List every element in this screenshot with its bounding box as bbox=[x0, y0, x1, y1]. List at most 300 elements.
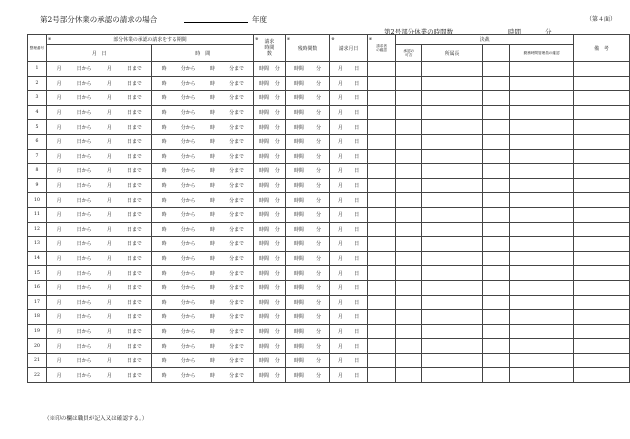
date-range-cell[interactable]: 月 日から 月 日まで bbox=[46, 62, 152, 77]
date-range-cell[interactable]: 月 日から 月 日まで bbox=[46, 178, 152, 193]
remaining-hours-cell[interactable]: 時間 分 bbox=[285, 62, 329, 77]
remaining-hours-cell[interactable]: 時間 分 bbox=[285, 105, 329, 120]
remarks-cell[interactable] bbox=[573, 251, 629, 266]
time-range-cell[interactable]: 時 分から 時 分まで bbox=[152, 222, 254, 237]
remarks-cell[interactable] bbox=[573, 105, 629, 120]
row-number: 3 bbox=[28, 91, 47, 106]
table-row bbox=[28, 353, 630, 368]
remaining-hours-cell[interactable]: 時間 分 bbox=[285, 324, 329, 339]
row-number: 17 bbox=[28, 295, 47, 310]
requested-hours-cell[interactable]: 時間 分 bbox=[254, 207, 286, 222]
section-chief-cell[interactable] bbox=[422, 178, 483, 193]
confirmer-cell[interactable] bbox=[367, 339, 396, 354]
request-table bbox=[27, 34, 630, 383]
remarks-cell[interactable] bbox=[573, 222, 629, 237]
section-chief-cell[interactable] bbox=[422, 134, 483, 149]
requested-hours-cell[interactable]: 時間 分 bbox=[254, 222, 286, 237]
request-date-cell[interactable]: 月 日 bbox=[330, 324, 368, 339]
remarks-cell[interactable] bbox=[573, 280, 629, 295]
remarks-cell[interactable] bbox=[573, 266, 629, 281]
date-range-cell[interactable]: 月 日から 月 日まで bbox=[46, 324, 152, 339]
confirmer-cell[interactable] bbox=[367, 266, 396, 281]
requested-hours-cell[interactable]: 時間 分 bbox=[254, 339, 286, 354]
table-row bbox=[28, 295, 630, 310]
date-range-cell[interactable]: 月 日から 月 日まで bbox=[46, 193, 152, 208]
approver-cell[interactable] bbox=[396, 193, 422, 208]
requested-hours-cell[interactable]: 時間 分 bbox=[254, 295, 286, 310]
section-chief-cell[interactable] bbox=[422, 237, 483, 252]
requested-hours-cell[interactable]: 時間 分 bbox=[254, 134, 286, 149]
remarks-cell[interactable] bbox=[573, 164, 629, 179]
approver-cell[interactable] bbox=[396, 222, 422, 237]
requested-hours-cell[interactable]: 時間 分 bbox=[254, 368, 286, 383]
approver-cell[interactable] bbox=[396, 353, 422, 368]
confirmer-cell[interactable] bbox=[367, 62, 396, 77]
confirmer-cell[interactable] bbox=[367, 76, 396, 91]
row-number: 2 bbox=[28, 76, 47, 91]
remaining-hours-cell[interactable]: 時間 分 bbox=[285, 310, 329, 325]
blank-cell[interactable] bbox=[483, 134, 510, 149]
remarks-cell[interactable] bbox=[573, 339, 629, 354]
approver-cell[interactable] bbox=[396, 164, 422, 179]
requested-hours-cell[interactable]: 時間 分 bbox=[254, 324, 286, 339]
remarks-cell[interactable] bbox=[573, 134, 629, 149]
staff-confirm-cell[interactable] bbox=[510, 280, 573, 295]
date-range-cell[interactable]: 月 日から 月 日まで bbox=[46, 310, 152, 325]
staff-confirm-cell[interactable] bbox=[510, 310, 573, 325]
header-blank bbox=[483, 45, 510, 62]
staff-confirm-cell[interactable] bbox=[510, 324, 573, 339]
remaining-hours-cell[interactable]: 時間 分 bbox=[285, 237, 329, 252]
request-date-cell[interactable]: 月 日 bbox=[330, 251, 368, 266]
section-chief-cell[interactable] bbox=[422, 251, 483, 266]
staff-confirm-cell[interactable] bbox=[510, 251, 573, 266]
staff-confirm-cell[interactable] bbox=[510, 62, 573, 77]
request-date-cell[interactable]: 月 日 bbox=[330, 339, 368, 354]
remarks-cell[interactable] bbox=[573, 353, 629, 368]
remarks-cell[interactable] bbox=[573, 207, 629, 222]
blank-cell[interactable] bbox=[483, 207, 510, 222]
date-range-cell[interactable]: 月 日から 月 日まで bbox=[46, 280, 152, 295]
header-decision: 決裁 bbox=[396, 35, 573, 45]
request-date-cell[interactable]: 月 日 bbox=[330, 266, 368, 281]
section-chief-cell[interactable] bbox=[422, 105, 483, 120]
table-row bbox=[28, 310, 630, 325]
remaining-hours-cell[interactable]: 時間 分 bbox=[285, 164, 329, 179]
header-remarks: 備 考 bbox=[573, 35, 629, 62]
requested-hours-cell[interactable]: 時間 分 bbox=[254, 251, 286, 266]
staff-confirm-cell[interactable] bbox=[510, 105, 573, 120]
remaining-hours-cell[interactable]: 時間 分 bbox=[285, 120, 329, 135]
section-chief-cell[interactable] bbox=[422, 353, 483, 368]
request-date-cell[interactable]: 月 日 bbox=[330, 295, 368, 310]
date-range-cell[interactable]: 月 日から 月 日まで bbox=[46, 76, 152, 91]
approver-cell[interactable] bbox=[396, 368, 422, 383]
staff-confirm-cell[interactable] bbox=[510, 149, 573, 164]
confirmer-cell[interactable] bbox=[367, 207, 396, 222]
time-range-cell[interactable]: 時 分から 時 分まで bbox=[152, 193, 254, 208]
remarks-cell[interactable] bbox=[573, 91, 629, 106]
request-date-cell[interactable]: 月 日 bbox=[330, 178, 368, 193]
staff-confirm-cell[interactable] bbox=[510, 339, 573, 354]
remaining-hours-cell[interactable]: 時間 分 bbox=[285, 353, 329, 368]
remaining-hours-cell[interactable]: 時間 分 bbox=[285, 91, 329, 106]
requested-hours-cell[interactable]: 時間 分 bbox=[254, 266, 286, 281]
approver-cell[interactable] bbox=[396, 324, 422, 339]
blank-cell[interactable] bbox=[483, 339, 510, 354]
blank-cell[interactable] bbox=[483, 266, 510, 281]
form-title: 第2号部分休業の承認の請求の場合 bbox=[40, 15, 158, 24]
date-range-cell[interactable]: 月 日から 月 日まで bbox=[46, 266, 152, 281]
staff-confirm-cell[interactable] bbox=[510, 295, 573, 310]
blank-cell[interactable] bbox=[483, 368, 510, 383]
confirmer-cell[interactable] bbox=[367, 193, 396, 208]
requested-hours-cell[interactable]: 時間 分 bbox=[254, 193, 286, 208]
remaining-hours-cell[interactable]: 時間 分 bbox=[285, 280, 329, 295]
remarks-cell[interactable] bbox=[573, 193, 629, 208]
date-range-cell[interactable]: 月 日から 月 日まで bbox=[46, 149, 152, 164]
request-date-cell[interactable]: 月 日 bbox=[330, 237, 368, 252]
section-chief-cell[interactable] bbox=[422, 222, 483, 237]
date-range-cell[interactable]: 月 日から 月 日まで bbox=[46, 368, 152, 383]
time-range-cell[interactable]: 時 分から 時 分まで bbox=[152, 353, 254, 368]
confirmer-cell[interactable] bbox=[367, 105, 396, 120]
header-remaining-hours: ※ 残時間数 bbox=[285, 35, 329, 62]
request-date-cell[interactable]: 月 日 bbox=[330, 310, 368, 325]
confirmer-cell[interactable] bbox=[367, 368, 396, 383]
staff-confirm-cell[interactable] bbox=[510, 207, 573, 222]
staff-confirm-cell[interactable] bbox=[510, 353, 573, 368]
time-range-cell[interactable]: 時 分から 時 分まで bbox=[152, 339, 254, 354]
request-date-cell[interactable]: 月 日 bbox=[330, 134, 368, 149]
remaining-hours-cell[interactable]: 時間 分 bbox=[285, 339, 329, 354]
requested-hours-cell[interactable]: 時間 分 bbox=[254, 120, 286, 135]
blank-cell[interactable] bbox=[483, 193, 510, 208]
table-row bbox=[28, 193, 630, 208]
header-row-no: 整理番号 bbox=[28, 35, 47, 62]
header-period: ※ 部分休業の承認の請求をする期間 bbox=[46, 35, 253, 45]
date-range-cell[interactable]: 月 日から 月 日まで bbox=[46, 207, 152, 222]
blank-cell[interactable] bbox=[483, 178, 510, 193]
time-range-cell[interactable]: 時 分から 時 分まで bbox=[152, 62, 254, 77]
section-chief-cell[interactable] bbox=[422, 149, 483, 164]
row-number: 12 bbox=[28, 222, 47, 237]
remaining-hours-cell[interactable]: 時間 分 bbox=[285, 149, 329, 164]
confirmer-cell[interactable] bbox=[367, 353, 396, 368]
remarks-cell[interactable] bbox=[573, 62, 629, 77]
confirmer-cell[interactable] bbox=[367, 324, 396, 339]
date-range-cell[interactable]: 月 日から 月 日まで bbox=[46, 164, 152, 179]
staff-confirm-cell[interactable] bbox=[510, 368, 573, 383]
staff-confirm-cell[interactable] bbox=[510, 222, 573, 237]
approver-cell[interactable] bbox=[396, 207, 422, 222]
blank-cell[interactable] bbox=[483, 295, 510, 310]
section-chief-cell[interactable] bbox=[422, 207, 483, 222]
remarks-cell[interactable] bbox=[573, 120, 629, 135]
time-range-cell[interactable]: 時 分から 時 分まで bbox=[152, 91, 254, 106]
staff-confirm-cell[interactable] bbox=[510, 164, 573, 179]
remaining-hours-cell[interactable]: 時間 分 bbox=[285, 193, 329, 208]
section-chief-cell[interactable] bbox=[422, 310, 483, 325]
remarks-cell[interactable] bbox=[573, 368, 629, 383]
year-input-line[interactable] bbox=[184, 22, 248, 23]
header-staff-confirm: 勤務時間管理員の確認 bbox=[510, 45, 573, 62]
time-range-cell[interactable]: 時 分から 時 分まで bbox=[152, 295, 254, 310]
approver-cell[interactable] bbox=[396, 62, 422, 77]
row-number: 9 bbox=[28, 178, 47, 193]
blank-cell[interactable] bbox=[483, 237, 510, 252]
table-row bbox=[28, 280, 630, 295]
approver-cell[interactable] bbox=[396, 339, 422, 354]
time-range-cell[interactable]: 時 分から 時 分まで bbox=[152, 149, 254, 164]
requested-hours-cell[interactable]: 時間 分 bbox=[254, 353, 286, 368]
row-number: 8 bbox=[28, 164, 47, 179]
time-range-cell[interactable]: 時 分から 時 分まで bbox=[152, 237, 254, 252]
row-number: 4 bbox=[28, 105, 47, 120]
time-range-cell[interactable]: 時 分から 時 分まで bbox=[152, 120, 254, 135]
section-chief-cell[interactable] bbox=[422, 120, 483, 135]
remaining-hours-cell[interactable]: 時間 分 bbox=[285, 251, 329, 266]
requested-hours-cell[interactable]: 時間 分 bbox=[254, 178, 286, 193]
requested-hours-cell[interactable]: 時間 分 bbox=[254, 237, 286, 252]
table-row bbox=[28, 76, 630, 91]
table-row bbox=[28, 105, 630, 120]
confirmer-cell[interactable] bbox=[367, 164, 396, 179]
blank-cell[interactable] bbox=[483, 62, 510, 77]
confirmer-cell[interactable] bbox=[367, 91, 396, 106]
time-range-cell[interactable]: 時 分から 時 分まで bbox=[152, 207, 254, 222]
row-number: 11 bbox=[28, 207, 47, 222]
section-chief-cell[interactable] bbox=[422, 295, 483, 310]
remaining-hours-cell[interactable]: 時間 分 bbox=[285, 295, 329, 310]
blank-cell[interactable] bbox=[483, 91, 510, 106]
request-date-cell[interactable]: 月 日 bbox=[330, 105, 368, 120]
remaining-hours-cell[interactable]: 時間 分 bbox=[285, 178, 329, 193]
confirmer-cell[interactable] bbox=[367, 310, 396, 325]
table-row bbox=[28, 134, 630, 149]
year-label: 年度 bbox=[252, 15, 267, 24]
time-range-cell[interactable]: 時 分から 時 分まで bbox=[152, 178, 254, 193]
approver-cell[interactable] bbox=[396, 149, 422, 164]
confirmer-cell[interactable] bbox=[367, 222, 396, 237]
remaining-hours-cell[interactable]: 時間 分 bbox=[285, 368, 329, 383]
remaining-hours-cell[interactable]: 時間 分 bbox=[285, 207, 329, 222]
form-number: （第４面） bbox=[585, 16, 616, 23]
blank-cell[interactable] bbox=[483, 353, 510, 368]
remaining-hours-cell[interactable]: 時間 分 bbox=[285, 266, 329, 281]
request-date-cell[interactable]: 月 日 bbox=[330, 353, 368, 368]
time-range-cell[interactable]: 時 分から 時 分まで bbox=[152, 368, 254, 383]
request-date-cell[interactable]: 月 日 bbox=[330, 91, 368, 106]
row-number: 15 bbox=[28, 266, 47, 281]
approver-cell[interactable] bbox=[396, 76, 422, 91]
header-requested-hours: ※ 請求時間数 bbox=[254, 35, 286, 62]
date-range-cell[interactable]: 月 日から 月 日まで bbox=[46, 120, 152, 135]
request-date-cell[interactable]: 月 日 bbox=[330, 120, 368, 135]
row-number: 10 bbox=[28, 193, 47, 208]
section-chief-cell[interactable] bbox=[422, 76, 483, 91]
time-range-cell[interactable]: 時 分から 時 分まで bbox=[152, 76, 254, 91]
date-range-cell[interactable]: 月 日から 月 日まで bbox=[46, 251, 152, 266]
date-range-cell[interactable]: 月 日から 月 日まで bbox=[46, 222, 152, 237]
confirmer-cell[interactable] bbox=[367, 178, 396, 193]
requested-hours-cell[interactable]: 時間 分 bbox=[254, 149, 286, 164]
blank-cell[interactable] bbox=[483, 324, 510, 339]
row-number: 7 bbox=[28, 149, 47, 164]
date-range-cell[interactable]: 月 日から 月 日まで bbox=[46, 295, 152, 310]
blank-cell[interactable] bbox=[483, 76, 510, 91]
requested-hours-cell[interactable]: 時間 分 bbox=[254, 280, 286, 295]
confirmer-cell[interactable] bbox=[367, 251, 396, 266]
remaining-hours-cell[interactable]: 時間 分 bbox=[285, 134, 329, 149]
date-range-cell[interactable]: 月 日から 月 日まで bbox=[46, 353, 152, 368]
section-chief-cell[interactable] bbox=[422, 280, 483, 295]
confirmer-cell[interactable] bbox=[367, 295, 396, 310]
confirmer-cell[interactable] bbox=[367, 149, 396, 164]
header-request-date: ※ 請求月日 bbox=[330, 35, 368, 62]
hours-unit-m: 分 bbox=[545, 28, 552, 36]
confirmer-cell[interactable] bbox=[367, 237, 396, 252]
approver-cell[interactable] bbox=[396, 295, 422, 310]
section-chief-cell[interactable] bbox=[422, 266, 483, 281]
blank-cell[interactable] bbox=[483, 222, 510, 237]
remarks-cell[interactable] bbox=[573, 324, 629, 339]
remaining-hours-cell[interactable]: 時間 分 bbox=[285, 76, 329, 91]
staff-confirm-cell[interactable] bbox=[510, 91, 573, 106]
approver-cell[interactable] bbox=[396, 91, 422, 106]
table-row bbox=[28, 222, 630, 237]
requested-hours-cell[interactable]: 時間 分 bbox=[254, 62, 286, 77]
section-chief-cell[interactable] bbox=[422, 62, 483, 77]
row-number: 5 bbox=[28, 120, 47, 135]
remarks-cell[interactable] bbox=[573, 295, 629, 310]
request-date-cell[interactable]: 月 日 bbox=[330, 62, 368, 77]
approver-cell[interactable] bbox=[396, 237, 422, 252]
confirmer-cell[interactable] bbox=[367, 280, 396, 295]
time-range-cell[interactable]: 時 分から 時 分まで bbox=[152, 164, 254, 179]
date-range-cell[interactable]: 月 日から 月 日まで bbox=[46, 339, 152, 354]
request-date-cell[interactable]: 月 日 bbox=[330, 164, 368, 179]
staff-confirm-cell[interactable] bbox=[510, 178, 573, 193]
blank-cell[interactable] bbox=[483, 251, 510, 266]
blank-cell[interactable] bbox=[483, 310, 510, 325]
approver-cell[interactable] bbox=[396, 134, 422, 149]
date-range-cell[interactable]: 月 日から 月 日まで bbox=[46, 105, 152, 120]
section-chief-cell[interactable] bbox=[422, 368, 483, 383]
header-date: 月 日 bbox=[46, 45, 152, 62]
remarks-cell[interactable] bbox=[573, 76, 629, 91]
blank-cell[interactable] bbox=[483, 105, 510, 120]
approver-cell[interactable] bbox=[396, 310, 422, 325]
time-range-cell[interactable]: 時 分から 時 分まで bbox=[152, 310, 254, 325]
time-range-cell[interactable]: 時 分から 時 分まで bbox=[152, 105, 254, 120]
table-row bbox=[28, 164, 630, 179]
request-date-cell[interactable]: 月 日 bbox=[330, 76, 368, 91]
request-date-cell[interactable]: 月 日 bbox=[330, 193, 368, 208]
requested-hours-cell[interactable]: 時間 分 bbox=[254, 105, 286, 120]
time-range-cell[interactable]: 時 分から 時 分まで bbox=[152, 280, 254, 295]
hours-unit-h: 時間 bbox=[508, 28, 521, 36]
time-range-cell[interactable]: 時 分から 時 分まで bbox=[152, 251, 254, 266]
row-number: 18 bbox=[28, 310, 47, 325]
blank-cell[interactable] bbox=[483, 280, 510, 295]
blank-cell[interactable] bbox=[483, 120, 510, 135]
table-row bbox=[28, 178, 630, 193]
request-date-cell[interactable]: 月 日 bbox=[330, 280, 368, 295]
confirmer-cell[interactable] bbox=[367, 120, 396, 135]
date-range-cell[interactable]: 月 日から 月 日まで bbox=[46, 134, 152, 149]
confirmer-cell[interactable] bbox=[367, 134, 396, 149]
staff-confirm-cell[interactable] bbox=[510, 266, 573, 281]
request-date-cell[interactable]: 月 日 bbox=[330, 207, 368, 222]
table-row bbox=[28, 120, 630, 135]
remarks-cell[interactable] bbox=[573, 178, 629, 193]
remaining-hours-cell[interactable]: 時間 分 bbox=[285, 222, 329, 237]
staff-confirm-cell[interactable] bbox=[510, 120, 573, 135]
staff-confirm-cell[interactable] bbox=[510, 237, 573, 252]
row-number: 19 bbox=[28, 324, 47, 339]
time-range-cell[interactable]: 時 分から 時 分まで bbox=[152, 266, 254, 281]
request-date-cell[interactable]: 月 日 bbox=[330, 149, 368, 164]
section-chief-cell[interactable] bbox=[422, 91, 483, 106]
table-row bbox=[28, 207, 630, 222]
table-row bbox=[28, 251, 630, 266]
time-range-cell[interactable]: 時 分から 時 分まで bbox=[152, 324, 254, 339]
approver-cell[interactable] bbox=[396, 251, 422, 266]
section-chief-cell[interactable] bbox=[422, 324, 483, 339]
date-range-cell[interactable]: 月 日から 月 日まで bbox=[46, 237, 152, 252]
approver-cell[interactable] bbox=[396, 120, 422, 135]
request-date-cell[interactable]: 月 日 bbox=[330, 222, 368, 237]
section-chief-cell[interactable] bbox=[422, 164, 483, 179]
requested-hours-cell[interactable]: 時間 分 bbox=[254, 76, 286, 91]
remarks-cell[interactable] bbox=[573, 310, 629, 325]
requested-hours-cell[interactable]: 時間 分 bbox=[254, 91, 286, 106]
staff-confirm-cell[interactable] bbox=[510, 76, 573, 91]
remarks-cell[interactable] bbox=[573, 149, 629, 164]
staff-confirm-cell[interactable] bbox=[510, 193, 573, 208]
table-row bbox=[28, 368, 630, 383]
footer-note: （※印の欄は職員が記入又は確認する。） bbox=[44, 416, 148, 422]
section-chief-cell[interactable] bbox=[422, 193, 483, 208]
blank-cell[interactable] bbox=[483, 149, 510, 164]
table-row bbox=[28, 91, 630, 106]
requested-hours-cell[interactable]: 時間 分 bbox=[254, 164, 286, 179]
approver-cell[interactable] bbox=[396, 105, 422, 120]
table-row bbox=[28, 149, 630, 164]
staff-confirm-cell[interactable] bbox=[510, 134, 573, 149]
table-row bbox=[28, 237, 630, 252]
row-number: 6 bbox=[28, 134, 47, 149]
approver-cell[interactable] bbox=[396, 178, 422, 193]
approver-cell[interactable] bbox=[396, 280, 422, 295]
row-number: 1 bbox=[28, 62, 47, 77]
request-date-cell[interactable]: 月 日 bbox=[330, 368, 368, 383]
table-row bbox=[28, 266, 630, 281]
blank-cell[interactable] bbox=[483, 164, 510, 179]
approver-cell[interactable] bbox=[396, 266, 422, 281]
time-range-cell[interactable]: 時 分から 時 分まで bbox=[152, 134, 254, 149]
table-row bbox=[28, 324, 630, 339]
requested-hours-cell[interactable]: 時間 分 bbox=[254, 310, 286, 325]
row-number: 22 bbox=[28, 368, 47, 383]
header-confirmer: ※ 請求者の確認 bbox=[367, 35, 396, 62]
row-number: 21 bbox=[28, 353, 47, 368]
date-range-cell[interactable]: 月 日から 月 日まで bbox=[46, 91, 152, 106]
section-chief-cell[interactable] bbox=[422, 339, 483, 354]
remarks-cell[interactable] bbox=[573, 237, 629, 252]
row-number: 14 bbox=[28, 251, 47, 266]
